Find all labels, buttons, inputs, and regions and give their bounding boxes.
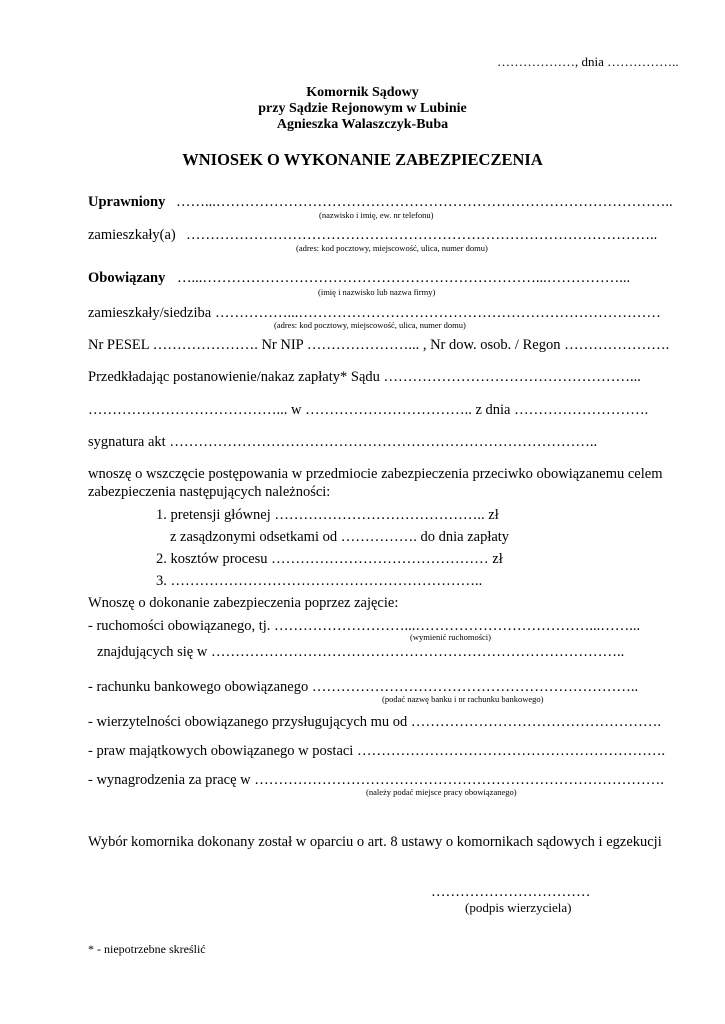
obowiazany-label: Obowiązany — [88, 270, 166, 286]
uprawniony-label: Uprawniony — [88, 194, 166, 210]
uprawniony-address-field[interactable]: …………………………………………………………………………………….. — [186, 227, 658, 243]
seizure-property-rights[interactable]: - praw majątkowych obowiązanego w postaci ………………………………………………………. — [88, 743, 666, 759]
seizure-bank-account-hint: (podać nazwę banku i nr rachunku bankowego) — [382, 694, 544, 704]
header-bailiff-name: Agnieszka Walaszczyk-Buba — [276, 117, 449, 132]
seizure-bank-account[interactable]: - rachunku bankowego obowiązanego ………………………………………………………….. — [88, 679, 639, 695]
seizure-location[interactable]: znajdujących się w ………………………………………………………………………….. — [97, 644, 625, 660]
uprawniony-address-label: zamieszkały(a) — [88, 227, 176, 243]
claim-interest[interactable]: z zasądzonymi odsetkami od ……………. do dnia zapłaty — [170, 529, 510, 545]
obowiazany-address-hint: (adres: kod pocztowy, miejscowość, ulica, numer domu) — [274, 320, 466, 330]
signature-field[interactable]: …………………………… — [431, 884, 591, 900]
claim-costs[interactable]: 2. kosztów procesu ……………………………………… zł — [156, 551, 503, 567]
court-date-line[interactable]: …………………………………... w …………………………….. z dnia ………………………. — [88, 402, 649, 418]
seizure-salary[interactable]: - wynagrodzenia za pracę w …………………………………………………………………………. — [88, 772, 664, 788]
postanowienie-line[interactable]: Przedkładając postanowienie/nakaz zapłaty* Sądu ……………………………………………... — [88, 369, 641, 385]
identifiers-line[interactable]: Nr PESEL …………………. Nr NIP …………………... , Nr dow. osob. / Regon …………………. — [88, 337, 670, 353]
seizure-movables[interactable]: - ruchomości obowiązanego, tj. ………………………...………………………………...……... — [88, 618, 641, 634]
claim-other[interactable]: 3. ……………………………………………………….. — [156, 573, 483, 589]
sygnatura-line[interactable]: sygnatura akt …………………………………………………………………………….. — [88, 434, 598, 450]
bailiff-choice-note: Wybór komornika dokonany został w oparciu o art. 8 ustawy o komornikach sądowych i egzekucji — [88, 834, 662, 850]
document-title: WNIOSEK O WYKONANIE ZABEZPIECZENIA — [182, 150, 543, 169]
date-line: ………………, dnia …………….. — [497, 54, 679, 69]
uprawniony-address-hint: (adres: kod pocztowy, miejscowość, ulica, numer domu) — [296, 243, 488, 253]
obowiazany-address-field[interactable]: ……………...………………………………………………………………… — [215, 305, 661, 321]
uprawniony-name-field[interactable]: ……...………………………………………………………………………………….. — [176, 194, 673, 210]
footnote: * - niepotrzebne skreślić — [88, 942, 206, 956]
obowiazany-name-field[interactable]: …...……………………………………………………………...……………... — [177, 270, 631, 286]
claim-main[interactable]: 1. pretensji głównej …………………………………….. zł — [156, 507, 499, 523]
signature-label: (podpis wierzyciela) — [465, 900, 572, 915]
request-text-line2: zabezpieczenia następujących należności: — [88, 484, 331, 500]
seizure-salary-hint: (należy podać miejsce pracy obowiązanego) — [366, 787, 517, 797]
seizure-intro: Wnoszę o dokonanie zabezpieczenia poprzez zajęcie: — [88, 595, 399, 611]
obowiazany-address-label: zamieszkały/siedziba — [88, 305, 212, 321]
header-office: Komornik Sądowy — [306, 85, 419, 100]
obowiazany-name-hint: (imię i nazwisko lub nazwa firmy) — [318, 287, 436, 297]
request-text-line1: wnoszę o wszczęcie postępowania w przedmiocie zabezpieczenia przeciwko obowiązanemu celem — [88, 466, 663, 482]
header-court: przy Sądzie Rejonowym w Lubinie — [258, 101, 467, 116]
seizure-movables-hint: (wymienić ruchomości) — [410, 632, 491, 642]
seizure-receivables[interactable]: - wierzytelności obowiązanego przysługujących mu od ……………………………………………. — [88, 714, 662, 730]
uprawniony-name-hint: (nazwisko i imię, ew. nr telefonu) — [319, 210, 434, 220]
